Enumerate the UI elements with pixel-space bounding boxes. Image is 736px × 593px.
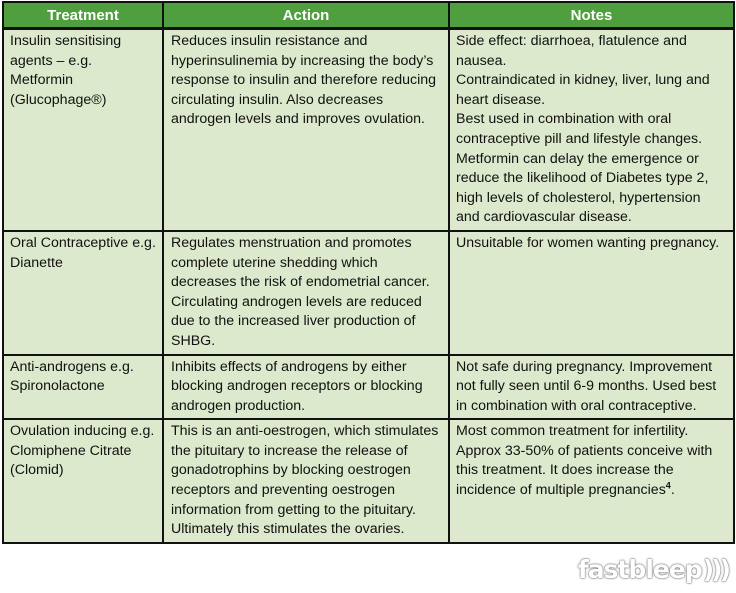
table-row: [3, 29, 734, 231]
treatment-table-container: [2, 1, 733, 544]
fastbleep-logo: [572, 552, 734, 592]
treatment-cell: Anti-androgens e.g. Spironolactone: [3, 355, 163, 420]
table-row: [3, 231, 734, 355]
action-cell: Reduces insulin resistance and hyperinsulinemia by increasing the body’s response to insulin and therefore reducing circulating insulin. Also decreases androgen levels and improves ovulation.: [163, 29, 449, 231]
action-cell: Inhibits effects of androgens by either blocking androgen receptors or blocking androgen production.: [163, 355, 449, 420]
treatment-cell: Insulin sensitising agents – e.g. Metformin (Glucophage®): [3, 29, 163, 231]
header-treatment: Treatment: [3, 2, 163, 29]
notes-cell: Unsuitable for women wanting pregnancy.: [449, 231, 734, 355]
header-notes: Notes: [449, 2, 734, 29]
reference-superscript: 4: [665, 480, 671, 491]
action-paragraph: Regulates menstruation and promotes complete uterine shedding which decreases the risk of endometrial cancer.: [171, 234, 430, 291]
logo-text: fastbleep: [577, 555, 702, 584]
notes-text: Most common treatment for infertility. Approx 33-50% of patients conceive with this treatment. It does increase the incidence of multiple pregnancies: [456, 423, 713, 499]
signal-arcs-icon: ))): [702, 555, 728, 584]
notes-cell: [449, 419, 734, 543]
action-cell: [163, 231, 449, 355]
table-header-row: [3, 2, 734, 29]
notes-cell: [449, 29, 734, 231]
table-row: [3, 355, 734, 420]
header-action: Action: [163, 2, 449, 29]
notes-paragraph: Metformin can delay the emergence or reduce the likelihood of Diabetes type 2, high levels of cholesterol, hypertension and cardiovascular disease.: [456, 150, 709, 226]
action-paragraph: Circulating androgen levels are reduced due to the increased liver production of SHBG.: [171, 293, 422, 349]
notes-paragraph: Side effect: diarrhoea, flatulence and nausea.: [456, 33, 687, 69]
notes-paragraph: Best used in combination with oral contraceptive pill and lifestyle changes.: [456, 111, 703, 147]
action-cell: This is an anti-oestrogen, which stimulates the pituitary to increase the release of gonadotrophins by blocking oestrogen receptors and preventing oestrogen information from getting to the pituitary. Ultimately this stimulates the ovaries.: [163, 419, 449, 543]
treatment-cell: Ovulation inducing e.g. Clomiphene Citrate (Clomid): [3, 419, 163, 543]
notes-paragraph: Contraindicated in kidney, liver, lung and heart disease.: [456, 72, 710, 108]
notes-tail: .: [670, 482, 675, 499]
treatment-cell: Oral Contraceptive e.g. Dianette: [3, 231, 163, 355]
notes-cell: Not safe during pregnancy. Improvement not fully seen until 6-9 months. Used best in combination with oral contraceptive.: [449, 355, 734, 420]
table-row: [3, 419, 734, 543]
treatment-table: [2, 1, 735, 544]
